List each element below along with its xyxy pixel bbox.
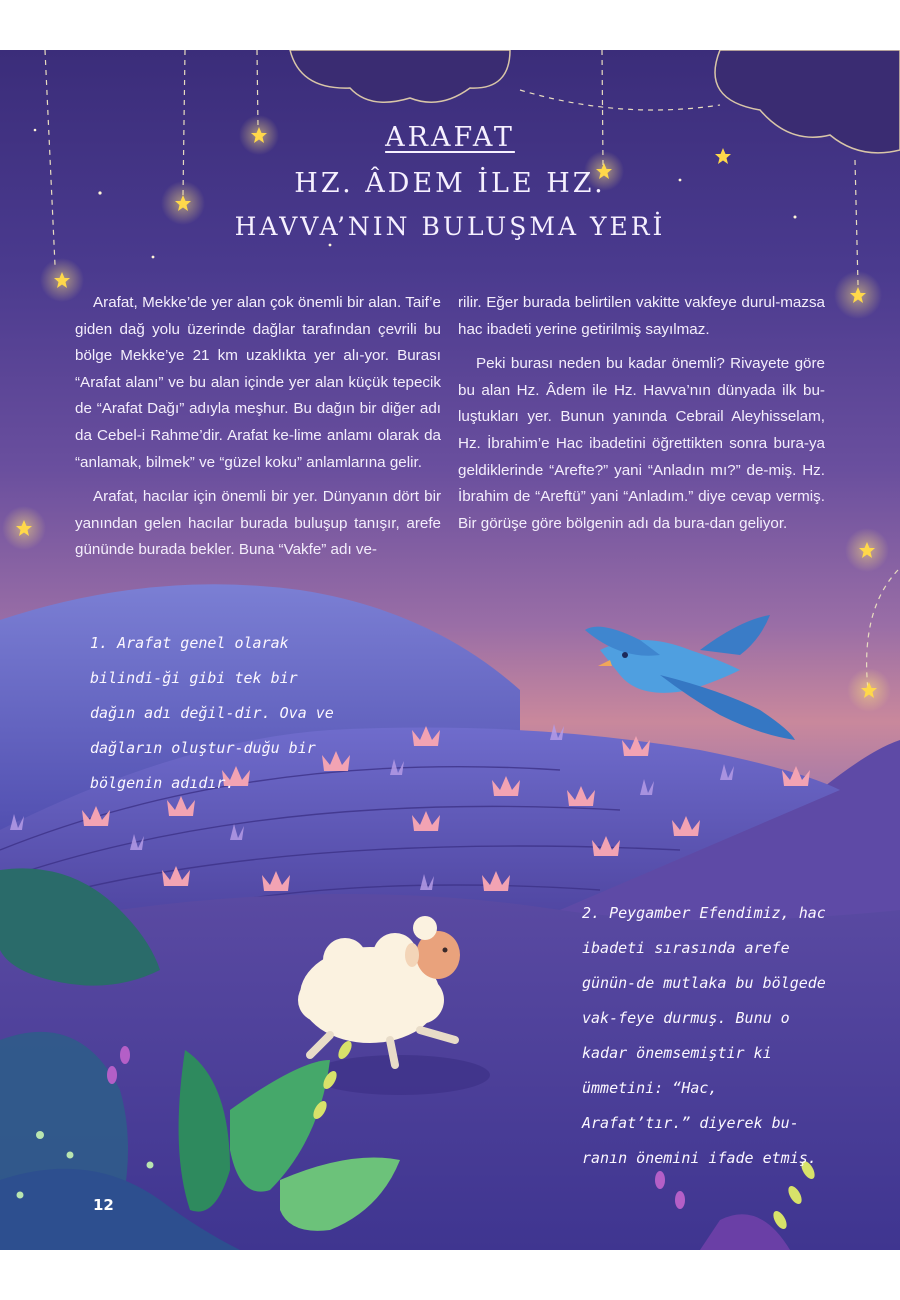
paragraph: Arafat, hacılar için önemli bir yer. Dünyanın dört bir yanından gelen hacılar burada buluşup tanışır, arefe gününde burada bekler. Buna “Vakfe” adı ve- xyxy=(75,488,441,559)
string-6 xyxy=(520,90,720,110)
paragraph: Arafat, Mekke’de yer alan çok önemli bir alan. Taif’e giden dağ yolu üzerinde dağlar tarafından çevrili bu bölge Mekke’ye 21 km uzaklıkta yer alı-yor. Burası “Arafat alanı” ve bu alan içinde yer alan küçük tepecik de “Arafat Dağı” adıyla meşhur. Bu dağın bir diğer adı da Cebel-i Rahme’dir. Arafat ke-lime anlamı olarak da “anlamak, bilmek” ve “güzel koku” anlamlarına gelir. xyxy=(75,294,441,471)
cloud-left xyxy=(290,50,510,102)
paragraph: Peki burası neden bu kadar önemli? Rivayete göre bu alan Hz. Âdem ile Hz. Havva’nın dünyada ilk bu-luştukları yer. Bunun yanında Cebrail Aleyhisselam, Hz. İbrahim’e Hac ibadetini öğrettikten sonra bura-ya geldiklerinde “Arefte?” yani “Anladın mı?” de-miş. Hz. İbrahim de “Areftü” yani “Anladım.” diye cevap vermiş. Bir görüşe göre bölgenin adı da bura-dan geliyor. xyxy=(458,355,825,532)
bird xyxy=(585,615,795,740)
book-page xyxy=(0,50,900,1250)
side-note-2: 2. Peygamber Efendimiz, hac ibadeti sırasında arefe günün-de mutlaka bu bölgede vak-feye durmuş. Bunu o kadar önemsemiştir ki ümmetini: “Hac, Arafat’tır.” diyerek bu-ranın önemini ifade etmiş. xyxy=(582,904,826,1167)
body-column-2 xyxy=(458,290,825,545)
body-column-1 xyxy=(75,290,441,572)
page-number: 12 xyxy=(93,1196,114,1214)
side-note-1: 1. Arafat genel olarak bilindi-ği gibi tek bir dağın adı değil-dir. Ova ve dağların oluştur-duğu bir bölgenin adıdır. xyxy=(90,634,334,792)
title-line-1: ARAFAT xyxy=(385,122,515,153)
title-line-3: HAVVA’NIN BULUŞMA YERİ xyxy=(234,212,666,241)
paragraph: rilir. Eğer burada belirtilen vakitte vakfeye durul-mazsa hac ibadeti yerine getirilmiş sayılmaz. xyxy=(458,294,825,338)
title-line-2: HZ. ÂDEM İLE HZ. xyxy=(294,168,606,199)
